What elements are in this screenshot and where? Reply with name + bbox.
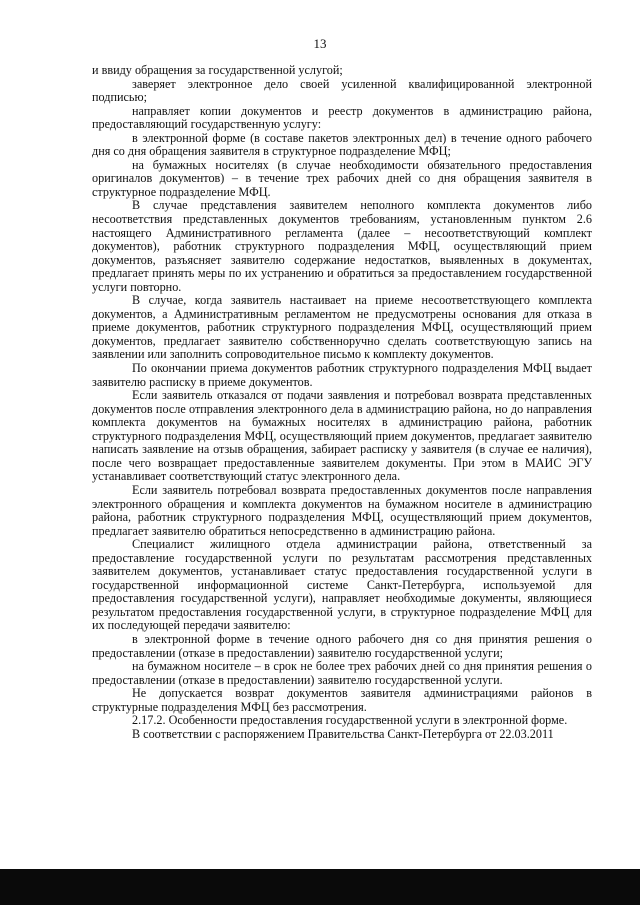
paragraph: заверяет электронное дело своей усиленной квалифицированной электронной подписью; [92,76,592,105]
paragraph: направляет копии документов и реестр документов в администрацию района, предоставляющий государственную услугу: [92,103,592,132]
paragraph: в электронной форме (в составе пакетов электронных дел) в течение одного рабочего дня со дня обращения заявителя в структурное подразделение МФЦ; [92,130,592,159]
paragraph: в электронной форме в течение одного рабочего дня со дня принятия решения о предоставлении (отказе в предоставлении) заявителю государственной услуги; [92,631,592,660]
paragraph: В соответствии с распоряжением Правительства Санкт-Петербурга от 22.03.2011 [132,726,554,741]
paragraph: Если заявитель отказался от подачи заявления и потребовал возврата представленных документов после отправления электронного дела в администрацию района, но до направления комплекта документов на бумажных носителях в администрацию района, работник структурного подразделения МФЦ, осуществляющий прием документов, предлагает заявителю написать заявление на отзыв обращения, забирает расписку у заявителя (в случае ее наличия), после чего возвращает предоставленные заявителем документы. При этом в МАИС ЭГУ устанавливает соответствующий статус электронного дела. [92,388,592,484]
paragraph: Не допускается возврат документов заявителя администрациями районов в структурные подразделения МФЦ без рассмотрения. [92,686,592,714]
paragraph: на бумажных носителях (в случае необходимости обязательного предоставления оригиналов документов) – в течение трех рабочих дней со дня обращения заявителя в структурное подразделение МФЦ. [92,157,592,199]
paragraph: В случае, когда заявитель настаивает на приеме несоответствующего комплекта документов, а Административным регламентом не предусмотрены основания для отказа в приеме документов, работник структурного подразделения МФЦ, осуществляющий прием документов, предлагает заявителю собственноручно сделать соответствующую запись на заявлении или заполнить сопроводительное письмо к комплекту документов. [92,293,592,362]
page-number: 13 [313,36,327,51]
paragraph: Специалист жилищного отдела администрации района, ответственный за предоставление государственной услуги по результатам рассмотрения представленных заявителем документов, устанавливает статус предоставления государственной услуги в государственной информационной системе Санкт-Петербурга, используемой для предоставления государственной услуги), направляет необходимые документы, являющиеся результатом предоставления государственной услуги, в структурное подразделение МФЦ для их последующей передачи заявителю: [92,537,592,633]
paragraph: По окончании приема документов работник структурного подразделения МФЦ выдает заявителю расписку в приеме документов. [92,361,592,389]
paragraph: Если заявитель потребовал возврата предоставленных документов после направления электронного обращения и комплекта документов на бумажном носителе в администрацию района, работник структурного подразделения МФЦ, осуществляющий прием документов, предлагает заявителю обратиться непосредственно в администрацию района. [92,482,592,538]
paragraph: и ввиду обращения за государственной услугой; [92,63,343,77]
paragraph: на бумажном носителе – в срок не более трех рабочих дней со дня принятия решения о предоставлении (отказе в предоставлении) заявителю государственной услуги. [92,659,592,687]
paragraph: В случае представления заявителем неполного комплекта документов либо несоответствия представленных документов требованиям, установленным пунктом 2.6 настоящего Административного регламента (далее – несоответствующий комплект документов), работник структурного подразделения МФЦ, осуществляющий прием документов, разъясняет заявителю содержание недостатков, выявленных в документах, предлагает принять меры по их устранению и обратиться за предоставлением государственной услуги повторно. [92,198,592,294]
scan-bottom-border [0,869,640,905]
document-body [92,64,592,741]
paragraph: 2.17.2. Особенности предоставления государственной услуги в электронной форме. [132,713,568,728]
